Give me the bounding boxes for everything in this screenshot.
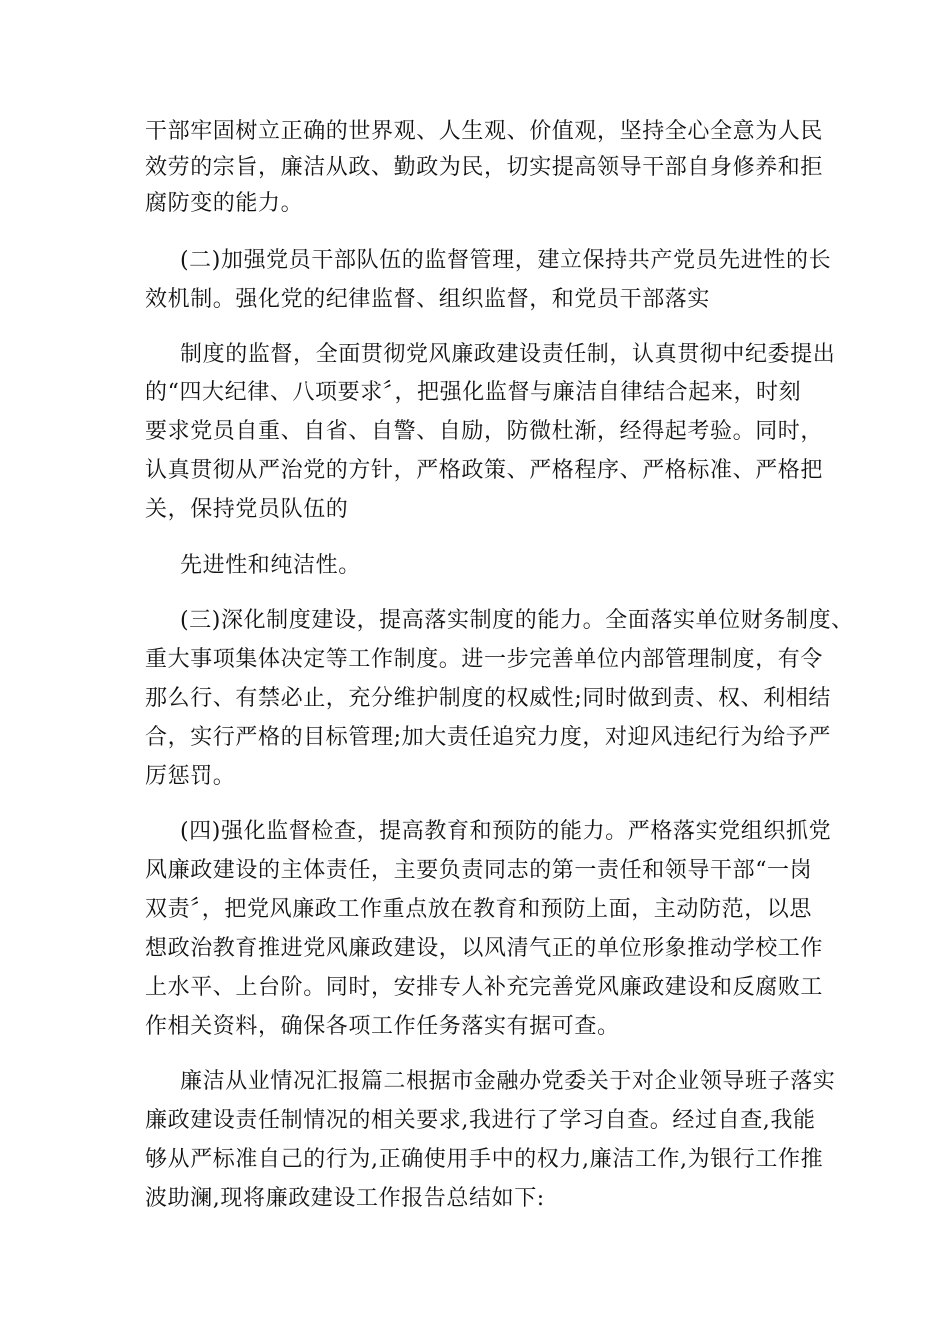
text-line: 风廉政建设的主体责任，主要负责同志的第一责任和领导干部“一岗	[145, 858, 813, 883]
text-line: 够从严标准自己的行为,正确使用手中的权力,廉洁工作,为银行工作推	[145, 1147, 824, 1172]
text-line: 上水平、上台阶。同时，安排专人补充完善党风廉政建设和反腐败工	[145, 975, 824, 1000]
text-line: 厉惩罚。	[145, 764, 236, 789]
text-line: (二)加强党员干部队伍的监督管理，建立保持共产党员先进性的长	[180, 248, 832, 273]
text-line: 的“四大纪律、八项要求〞，把强化监督与廉洁自律结合起来，时刻	[145, 380, 802, 405]
text-line: 想政治教育推进党风廉政建设，以风清气正的单位形象推动学校工作	[145, 936, 824, 961]
text-line: 认真贯彻从严治党的方针，严格政策、严格程序、严格标准、严格把	[145, 458, 824, 483]
text-line: (三)深化制度建设，提高落实制度的能力。全面落实单位财务制度、	[180, 608, 854, 633]
text-line: 先进性和纯洁性。	[180, 553, 361, 578]
text-line: 廉政建设责任制情况的相关要求,我进行了学习自查。经过自查,我能	[145, 1108, 816, 1133]
text-line: 那么行、有禁必止，充分维护制度的权威性;同时做到责、权、利相结	[145, 686, 832, 711]
text-line: 要求党员自重、自省、自警、自励，防微杜渐，经得起考验。同时，	[145, 419, 824, 444]
text-line: 效劳的宗旨，廉洁从政、勤政为民，切实提高领导干部自身修养和拒	[145, 155, 824, 180]
text-line: 制度的监督，全面贯彻党风廉政建设责任制，认真贯彻中纪委提出	[180, 342, 836, 367]
text-line: 关，保持党员队伍的	[145, 497, 349, 522]
text-line: 重大事项集体决定等工作制度。进一步完善单位内部管理制度，有令	[145, 647, 824, 672]
text-line: 干部牢固树立正确的世界观、人生观、价值观，坚持全心全意为人民	[145, 119, 824, 144]
text-line: 作相关资料，确保各项工作任务落实有据可查。	[145, 1014, 620, 1039]
text-line: 廉洁从业情况汇报篇二根据市金融办党委关于对企业领导班子落实	[180, 1069, 836, 1094]
text-line: (四)强化监督检查，提高教育和预防的能力。严格落实党组织抓党	[180, 819, 832, 844]
text-line: 双责〞，把党风廉政工作重点放在教育和预防上面，主动防范，以思	[145, 897, 813, 922]
text-line: 波助澜,现将廉政建设工作报告总结如下:	[145, 1186, 545, 1211]
text-line: 效机制。强化党的纪律监督、组织监督，和党员干部落实	[145, 287, 711, 312]
text-line: 合，实行严格的目标管理;加大责任追究力度，对迎风违纪行为给予严	[145, 725, 832, 750]
text-line: 腐防变的能力。	[145, 191, 304, 216]
